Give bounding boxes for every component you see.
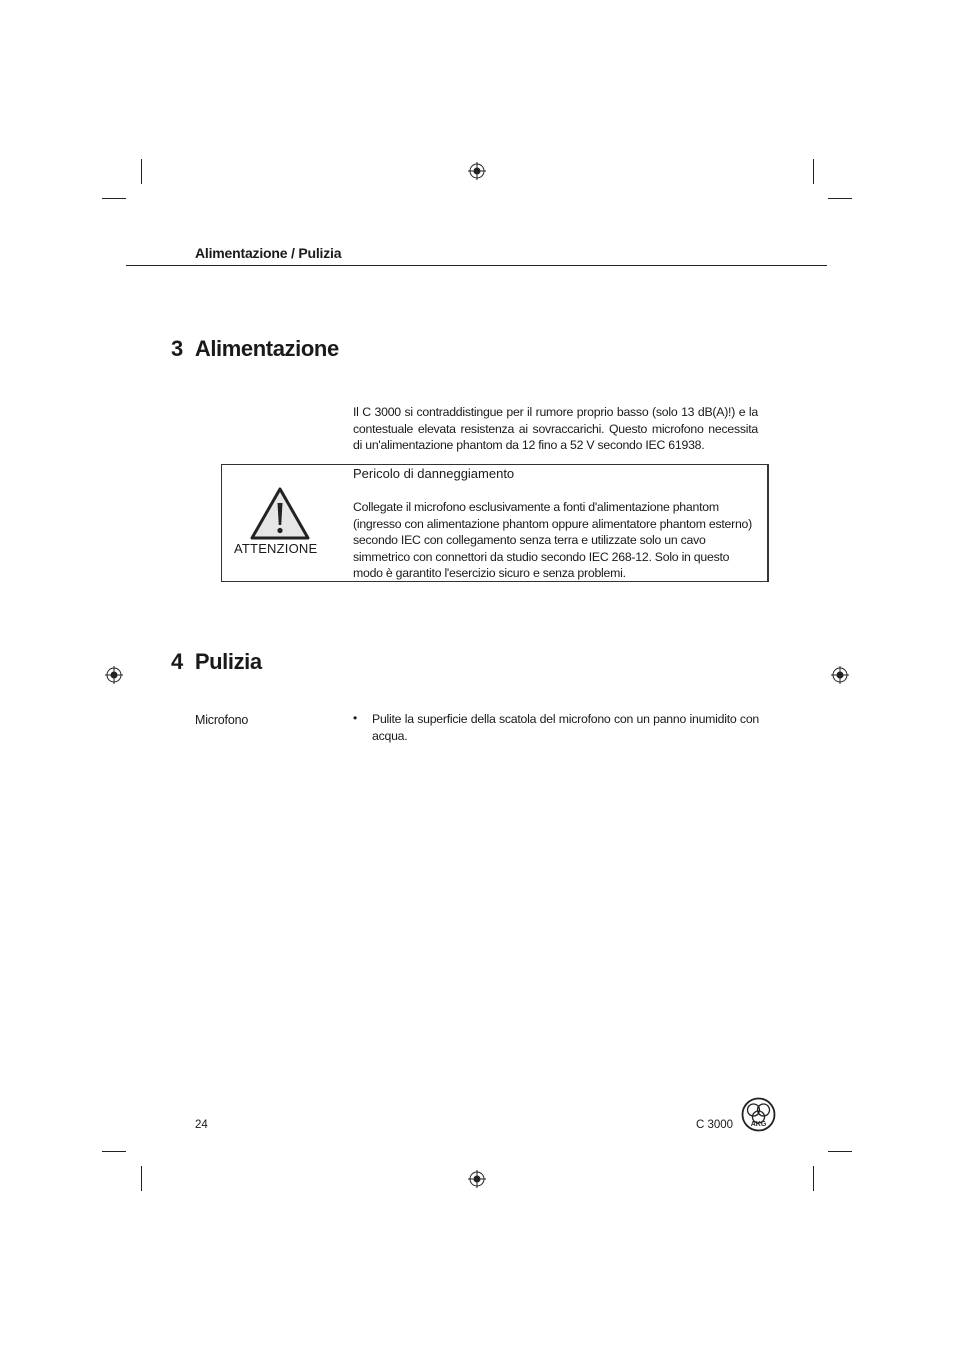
header-rule	[126, 265, 827, 266]
crop-mark	[813, 1166, 814, 1191]
section-title: Alimentazione	[194, 336, 339, 361]
running-header: Alimentazione / Pulizia	[195, 245, 342, 261]
crop-mark	[813, 159, 814, 184]
section-heading	[171, 336, 339, 362]
warning-text: Collegate il microfono esclusivamente a fonti d'alimentazione phantom (ingresso con alimentazione phantom oppure alimentatore phantom esterno) secondo IEC con collegamento senza terra e utilizzate solo un cavo simmetrico con connettori da studio secondo IEC 268-12. Solo in questo modo è garantito l'esercizio sicuro e senza problemi.	[353, 500, 752, 580]
logo-text: AKG	[750, 1121, 767, 1128]
crop-mark	[102, 1151, 126, 1152]
akg-logo-icon	[741, 1097, 776, 1132]
section-title: Pulizia	[194, 649, 262, 674]
section-heading	[171, 649, 262, 675]
warning-triangle-icon	[250, 487, 310, 540]
side-label: Microfono	[195, 713, 249, 727]
bullet-marker: •	[353, 711, 358, 725]
warning-label: ATTENZIONE	[234, 541, 318, 556]
crop-mark	[828, 1151, 852, 1152]
crop-mark	[141, 159, 142, 184]
section-number: 3	[171, 336, 183, 361]
crop-mark	[828, 198, 852, 199]
page-number: 24	[195, 1119, 208, 1131]
section-number: 4	[171, 649, 183, 674]
registration-mark-icon	[468, 162, 486, 180]
registration-mark-icon	[468, 1170, 486, 1188]
section-paragraph: Il C 3000 si contraddistingue per il rumore proprio basso (solo 13 dB(A)!) e la contestuale elevata resistenza ai sovraccarichi. Questo microfono necessita di un'alimentazione phantom da 12 fino a 52 V secondo IEC 61938.	[353, 405, 758, 452]
registration-mark-icon	[831, 666, 849, 684]
crop-mark	[102, 198, 126, 199]
registration-mark-icon	[105, 666, 123, 684]
model-name: C 3000	[696, 1119, 734, 1131]
crop-mark	[141, 1166, 142, 1191]
warning-title: Pericolo di danneggiamento	[353, 466, 515, 481]
list-item: Pulite la superficie della scatola del microfono con un panno inumidito con acqua.	[372, 712, 759, 743]
